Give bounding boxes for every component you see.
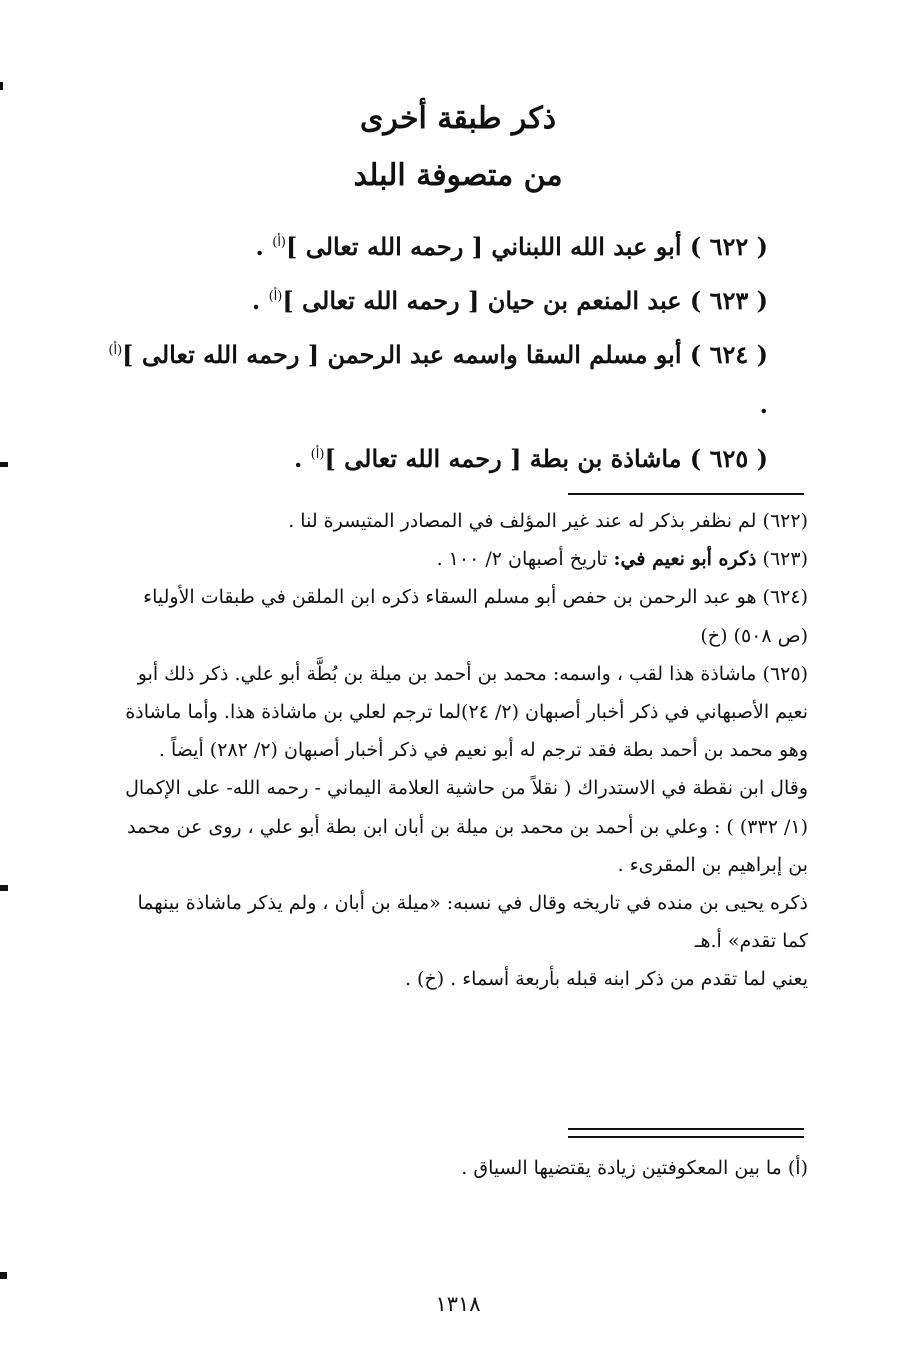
footnote-number: (٦٢٤) [762, 586, 808, 609]
page-number: ١٣١٨ [435, 1292, 481, 1316]
entry-624 [108, 326, 768, 430]
entry-bracket-note: [ رحمه الله تعالى ] [324, 444, 522, 473]
entry-bracket-note: [ رحمه الله تعالى ] [282, 286, 480, 315]
footnote-ref: (أ) [108, 343, 123, 358]
scan-mark [0, 82, 3, 90]
entry-623 [108, 272, 768, 326]
footnote-separator [568, 493, 804, 495]
scan-mark [0, 1272, 7, 1279]
section-title-line2: من متصوفة البلد [353, 158, 563, 193]
entry-number: ( ٦٢٢ ) [689, 232, 768, 261]
entry-end: . [255, 232, 273, 261]
footnotes [108, 502, 808, 999]
footnote-ref: (أ) [268, 289, 283, 304]
footnote-number: (٦٢٢) [762, 510, 808, 532]
footnote-624 [108, 578, 808, 654]
footnote-number: (٦٢٣) [762, 548, 808, 571]
footnote-text: ماشاذة هذا لقب ، واسمه: محمد بن أحمد بن ميلة بن بُطَّة أبو علي. ذكر ذلك أبو نعيم الأصبهاني في ذكر أخبار أصبهان (٢/ ٢٤)لما ترجم لعلي بن ماشاذة هذا. وأما ماشاذة وهو محمد بن أحمد بطة فقد ترجم له أبو نعيم في ذكر أخبار أصبهان (٢/ ٢٨٢) أيضاً . [125, 662, 808, 762]
footnote-ref: (أ) [272, 235, 287, 250]
entry-bracket-note: [ رحمه الله تعالى ] [122, 340, 320, 369]
footnote-622 [108, 502, 808, 540]
entry-name: أبو عبد الله اللبناني [491, 232, 682, 261]
entry-number: ( ٦٢٤ ) [689, 340, 768, 369]
entry-625 [108, 430, 768, 484]
footnote-text: تاريخ أصبهان ٢/ ١٠٠ . [436, 548, 614, 571]
footnote-bold-text: ذكره أبو نعيم في: [613, 548, 757, 571]
footnote-ref: (أ) [310, 447, 325, 462]
footnote-number: (٦٢٥) [762, 662, 808, 685]
entries-list [108, 218, 768, 484]
footnote-text: هو عبد الرحمن بن حفص أبو مسلم السقاء ذكره ابن الملقن في طبقات الأولياء (ص ٥٠٨) (خ) [143, 586, 808, 647]
entry-end: . [251, 286, 269, 315]
entry-number: ( ٦٢٣ ) [689, 286, 768, 315]
entry-name: أبو مسلم السقا واسمه عبد الرحمن [327, 340, 682, 369]
scan-mark [0, 885, 8, 891]
entry-622 [108, 218, 768, 272]
section-title-line1: ذكر طبقة أخرى [359, 101, 557, 136]
footnote-625 [108, 655, 808, 770]
entry-end: . [759, 390, 768, 419]
entry-number: ( ٦٢٥ ) [689, 444, 768, 473]
entry-name: ماشاذة بن بطة [529, 444, 682, 473]
footnote-623 [108, 540, 808, 578]
footnote-625-paragraph-4: يعني لما تقدم من ذكر ابنه قبله بأربعة أسماء . (خ) . [404, 968, 808, 991]
footnote-625-paragraph-2: وقال ابن نقطة في الاستدراك ( نقلاً من حاشية العلامة اليماني - رحمه الله- على الإكمال (١/ ٣٣٢) ) : وعلي بن أحمد بن محمد بن ميلة بن أبان ابن بطة أبو علي ، روى عن محمد بن إبراهيم بن المقرىء . [125, 777, 808, 876]
entry-bracket-note: [ رحمه الله تعالى ] [286, 232, 483, 261]
entry-end: . [293, 444, 311, 473]
footnote-text: لم نظفر بذكر له عند غير المؤلف في المصادر المتيسرة لنا . [288, 510, 757, 532]
entry-name: عبد المنعم بن حيان [487, 286, 682, 315]
editor-note-separator [568, 1128, 804, 1138]
footnote-625-paragraph-3: ذكره يحيى بن منده في تاريخه وقال في نسبه: «ميلة بن أبان ، ولم يذكر ماشاذة بينهما كما تقدم» أ.هـ [137, 892, 808, 953]
scan-mark [0, 462, 8, 467]
editor-note: (أ) ما بين المعكوفتين زيادة يقتضيها السياق . [461, 1157, 808, 1179]
